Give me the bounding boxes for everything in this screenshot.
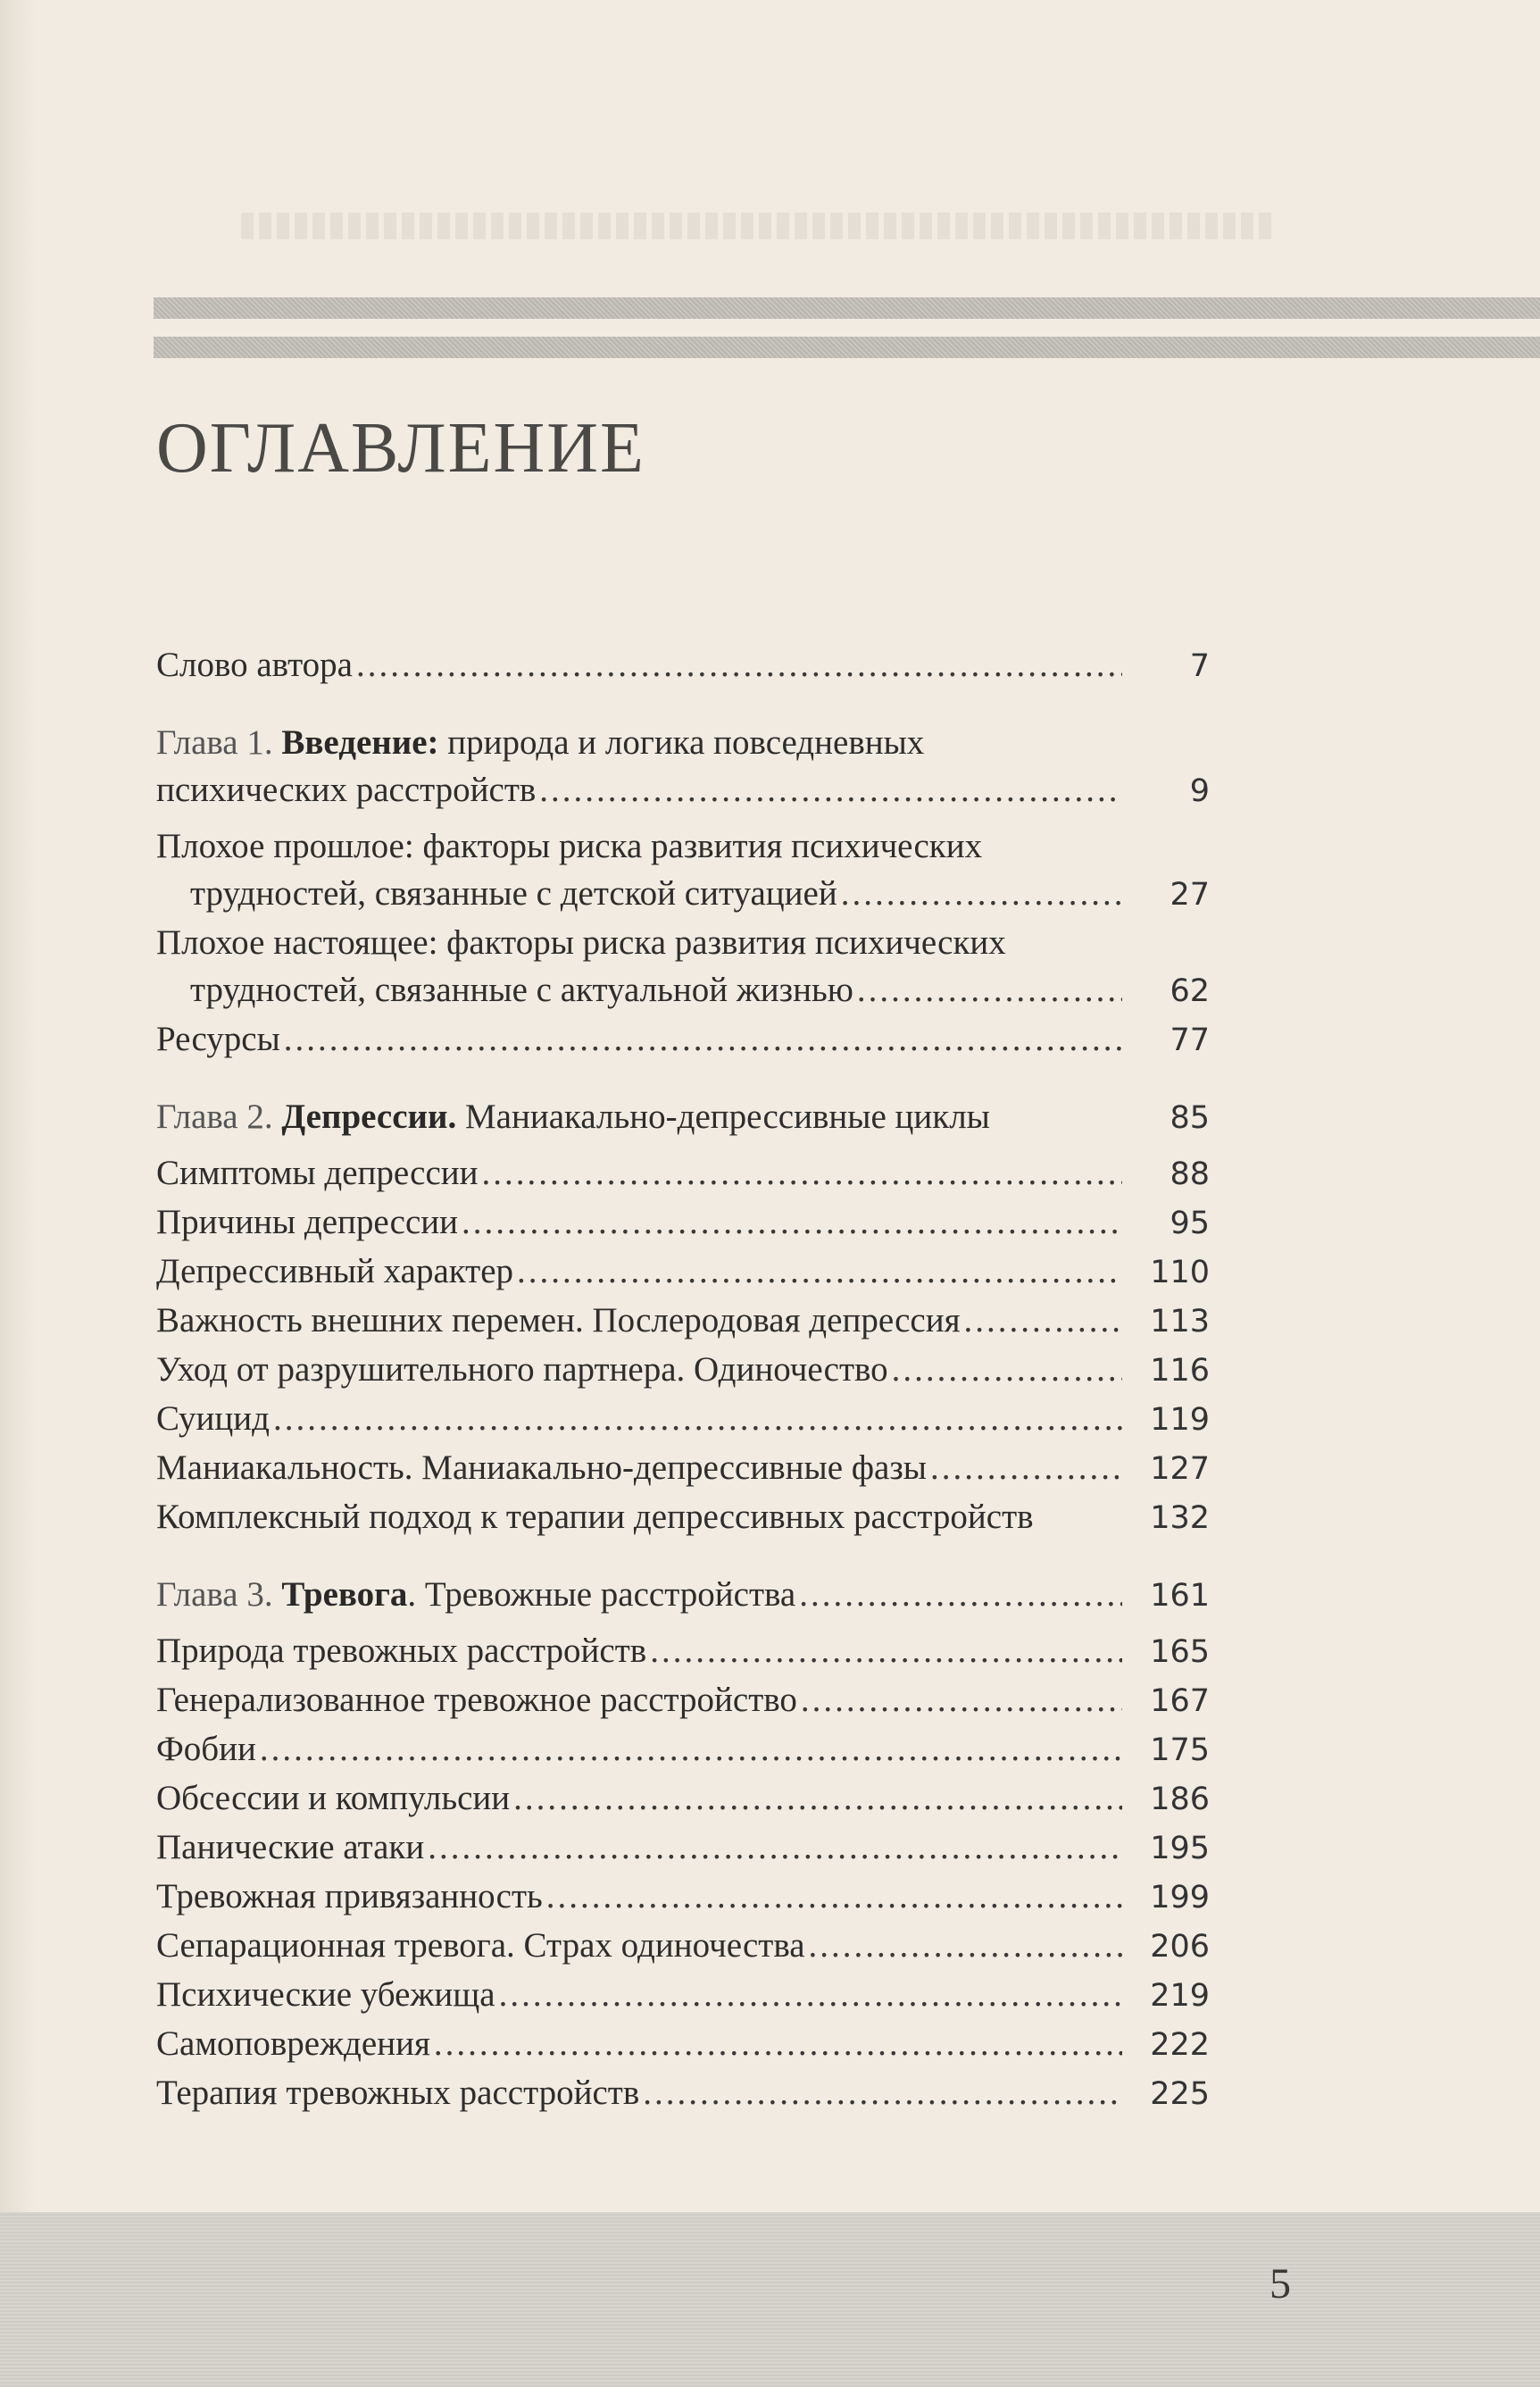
toc-entry[interactable] — [156, 1971, 1210, 2020]
toc-page-number: 195 — [1150, 1831, 1210, 1866]
dot-leader — [434, 2020, 1122, 2067]
toc-entry[interactable] — [156, 1198, 1210, 1248]
toc-page-number: 119 — [1150, 1402, 1210, 1438]
toc-entry[interactable] — [156, 1774, 1210, 1824]
dot-leader — [650, 1627, 1122, 1674]
toc-entry[interactable] — [156, 1248, 1210, 1297]
chapter-title-rest: . Тревожные расстройства — [407, 1575, 796, 1614]
dot-leader — [462, 1198, 1122, 1246]
decorative-band-top-1 — [154, 297, 1540, 319]
dot-leader — [857, 966, 1122, 1014]
toc-entry[interactable] — [156, 2069, 1210, 2118]
dot-leader — [546, 1873, 1122, 1920]
toc-page-number: 206 — [1150, 1929, 1210, 1965]
toc-entry-text: Тревожная привязанность — [156, 1877, 543, 1915]
toc-entry-text: Важность внешних перемен. Послеродовая депрессия — [156, 1301, 961, 1340]
toc-entry-text: Панические атаки — [156, 1828, 425, 1866]
decorative-band-bottom — [0, 2212, 1540, 2387]
dot-leader — [428, 1824, 1122, 1871]
toc-entry-text: Причины депрессии — [156, 1203, 459, 1241]
dot-leader — [517, 1248, 1122, 1295]
toc-entry-text: Маниакальность. Маниакально-депрессивные фазы — [156, 1448, 927, 1487]
dot-leader — [930, 1444, 1122, 1491]
toc-entry-text-line2: трудностей, связанные с детской ситуацией — [190, 874, 837, 913]
toc-page-number: 132 — [1150, 1500, 1210, 1536]
toc-entry[interactable] — [156, 1346, 1210, 1395]
toc-entry[interactable] — [156, 1725, 1210, 1774]
dot-leader — [356, 641, 1122, 689]
toc-entry[interactable] — [156, 1676, 1210, 1725]
toc-page-number: 62 — [1170, 973, 1210, 1009]
dot-leader — [892, 1346, 1122, 1393]
chapter-title-bold: Введение: — [281, 723, 439, 762]
folio-page-number: 5 — [1269, 2260, 1291, 2308]
toc-page-number: 27 — [1170, 877, 1210, 913]
toc-page-number: 7 — [1189, 648, 1210, 684]
dot-leader — [284, 1015, 1122, 1063]
toc-entry-text: Терапия тревожных расстройств — [156, 2074, 640, 2112]
dot-leader — [643, 2069, 1122, 2116]
toc-page-number: 85 — [1170, 1100, 1210, 1136]
dot-leader — [964, 1297, 1122, 1344]
bleed-through-text — [241, 213, 1277, 239]
dot-leader — [841, 870, 1122, 917]
toc-page-number: 88 — [1170, 1156, 1210, 1192]
toc-entry[interactable] — [156, 1015, 1210, 1064]
toc-entry-text: Сепарационная тревога. Страх одиночества — [156, 1926, 805, 1965]
chapter-label: Глава 1. — [156, 723, 273, 762]
dot-leader — [809, 1922, 1122, 1969]
toc-page-number: 219 — [1150, 1978, 1210, 2014]
toc-entry-text: Ресурсы — [156, 1020, 280, 1058]
toc-entry-text: Суицид — [156, 1399, 270, 1438]
toc-page-number: 77 — [1170, 1022, 1210, 1058]
toc-page-number: 116 — [1150, 1353, 1210, 1389]
toc-entry[interactable] — [156, 822, 1210, 919]
toc-page-number: 175 — [1150, 1732, 1210, 1768]
toc-entry[interactable] — [156, 919, 1210, 1015]
toc-entry-text: Уход от разрушительного партнера. Одиночество — [156, 1350, 888, 1389]
dot-leader — [801, 1676, 1122, 1723]
chapter-title-bold: Депрессии. — [281, 1098, 457, 1136]
toc-page-number: 9 — [1189, 773, 1210, 809]
toc-page-number: 110 — [1150, 1255, 1210, 1290]
toc-entry-text: Самоповреждения — [156, 2024, 430, 2063]
dot-leader — [799, 1571, 1122, 1618]
dot-leader — [539, 766, 1122, 814]
dot-leader — [513, 1774, 1122, 1822]
chapter-title-bold: Тревога — [281, 1575, 408, 1614]
dot-leader — [499, 1971, 1122, 2018]
toc-page-number: 199 — [1150, 1880, 1210, 1915]
chapter-title-rest: природа и логика повседневных — [438, 723, 925, 762]
toc-page-number: 165 — [1150, 1634, 1210, 1670]
toc-entry[interactable] — [156, 1627, 1210, 1676]
toc-entry[interactable] — [156, 1873, 1210, 1922]
toc-entry[interactable] — [156, 1149, 1210, 1198]
toc-entry[interactable] — [156, 1444, 1210, 1493]
toc-chapter-1[interactable] — [156, 719, 1210, 815]
toc-entry-preface[interactable] — [156, 641, 1210, 690]
toc-page-number: 95 — [1170, 1206, 1210, 1241]
toc-entry-text: Депрессивный характер — [156, 1252, 514, 1290]
toc-entry[interactable] — [156, 2020, 1210, 2069]
toc-entry-text: Обсессии и компульсии — [156, 1779, 511, 1817]
toc-page-number: 167 — [1150, 1683, 1210, 1719]
toc-page-number: 225 — [1150, 2076, 1210, 2112]
toc-entry[interactable] — [156, 1493, 1210, 1542]
chapter-label: Глава 2. — [156, 1098, 273, 1136]
dot-leader — [273, 1395, 1122, 1442]
toc-entry-text: Симптомы депрессии — [156, 1154, 479, 1192]
toc-chapter-3[interactable] — [156, 1571, 1210, 1620]
toc-page-number: 113 — [1150, 1304, 1210, 1340]
toc-entry-text: Генерализованное тревожное расстройство — [156, 1681, 797, 1719]
toc-entry-text-line2: трудностей, связанные с актуальной жизнью — [190, 971, 853, 1009]
toc-entry-text: Слово автора — [156, 646, 353, 684]
chapter-label: Глава 3. — [156, 1575, 273, 1614]
toc-entry[interactable] — [156, 1297, 1210, 1346]
toc-chapter-2[interactable] — [156, 1093, 1210, 1142]
toc-entry[interactable] — [156, 1922, 1210, 1971]
toc-entry-text: Комплексный подход к терапии депрессивных расстройств — [156, 1498, 1034, 1536]
toc-page-number: 127 — [1150, 1451, 1210, 1487]
chapter-title-line2: психических расстройств — [156, 771, 537, 809]
chapter-title-rest: Маниакально-депрессивные циклы — [456, 1098, 990, 1136]
toc-entry-text-line1: Плохое настоящее: факторы риска развития психических — [156, 923, 1006, 962]
toc-entry[interactable] — [156, 1824, 1210, 1873]
toc-entry[interactable] — [156, 1395, 1210, 1444]
decorative-band-top-2 — [154, 337, 1540, 358]
toc-entry-text: Природа тревожных расстройств — [156, 1632, 647, 1670]
dot-leader — [482, 1149, 1122, 1197]
page-title: ОГЛАВЛЕНИЕ — [156, 409, 645, 488]
dot-leader — [260, 1725, 1122, 1773]
toc-entry-text-line1: Плохое прошлое: факторы риска развития психических — [156, 827, 983, 865]
toc-entry-text: Фобии — [156, 1730, 256, 1768]
page-edge-shadow — [0, 0, 36, 2387]
toc-page-number: 222 — [1150, 2027, 1210, 2063]
toc-page-number: 161 — [1150, 1578, 1210, 1614]
toc-entry-text: Психические убежища — [156, 1975, 495, 2014]
table-of-contents — [156, 641, 1210, 2118]
toc-page-number: 186 — [1150, 1782, 1210, 1817]
